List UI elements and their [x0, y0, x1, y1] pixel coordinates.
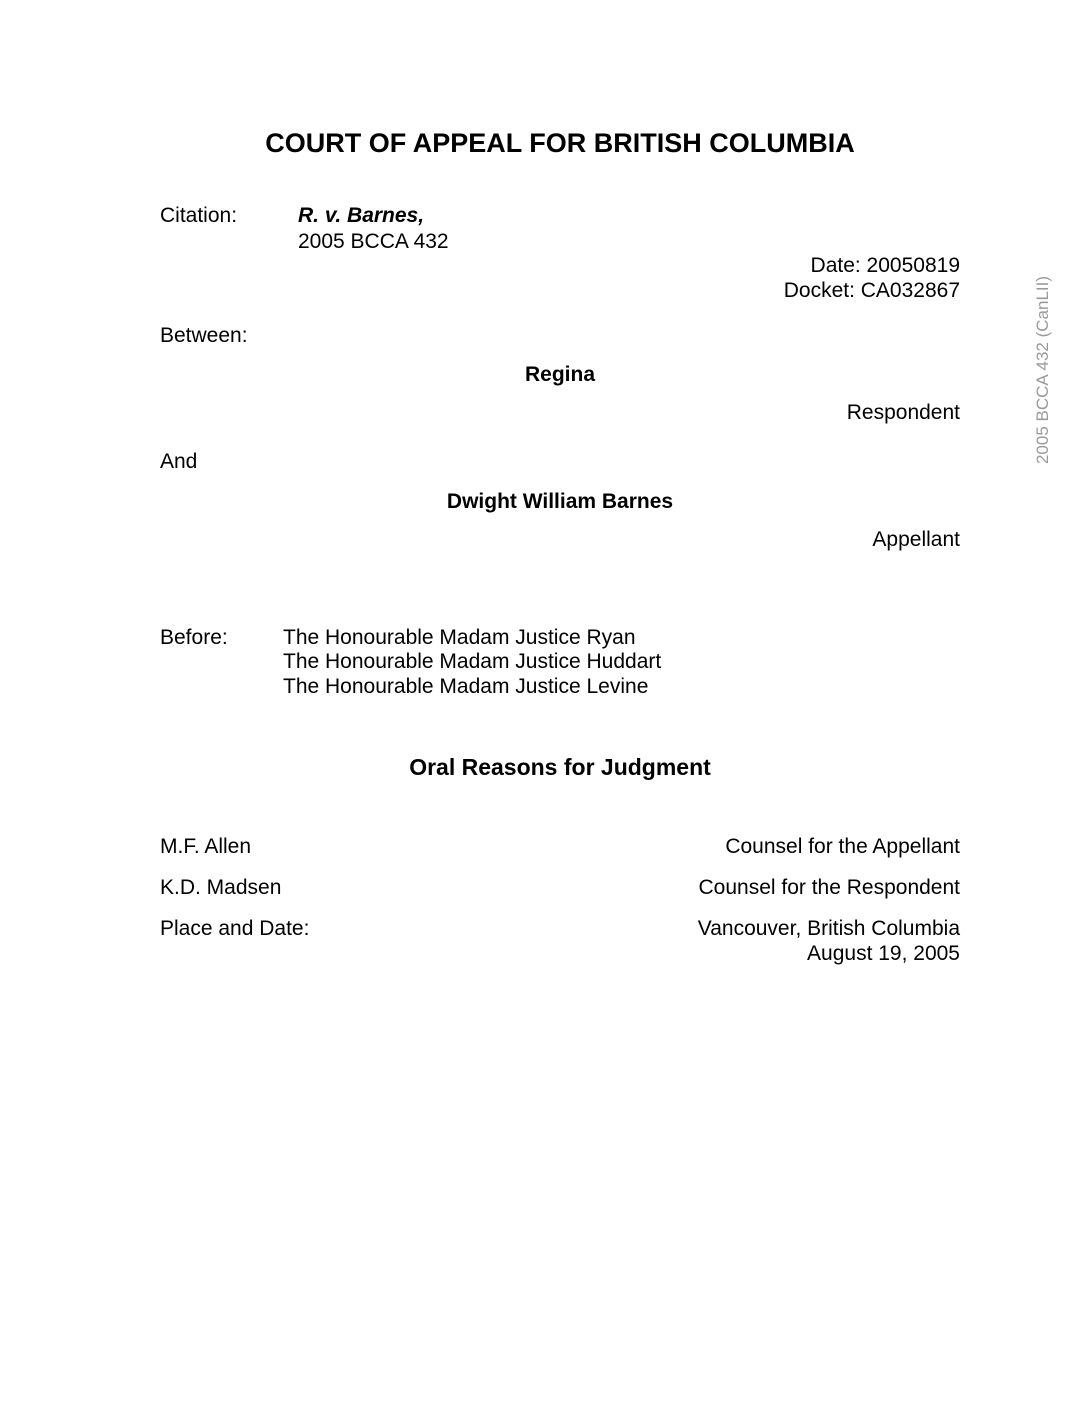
counsel-name: M.F. Allen [160, 835, 252, 858]
decision-date: Date: 20050819 [810, 254, 960, 277]
between-label: Between: [160, 324, 248, 347]
judgment-heading: Oral Reasons for Judgment [409, 754, 711, 780]
neutral-citation: 2005 BCCA 432 [298, 230, 449, 253]
judge-line: The Honourable Madam Justice Huddart [283, 650, 662, 673]
judge-line: The Honourable Madam Justice Ryan [283, 626, 636, 649]
place: Vancouver, British Columbia [697, 917, 960, 940]
citation-label: Citation: [160, 204, 238, 227]
party2-role: Appellant [872, 528, 960, 551]
hearing-date: August 19, 2005 [807, 942, 960, 965]
and-label: And [160, 450, 198, 473]
canlii-watermark: 2005 BCCA 432 (CanLII) [1033, 275, 1052, 465]
party2-name: Dwight William Barnes [446, 490, 674, 513]
counsel-name: K.D. Madsen [160, 876, 282, 899]
party1-name: Regina [524, 363, 595, 386]
case-name: R. v. Barnes, [298, 204, 425, 227]
counsel-role: Counsel for the Respondent [698, 876, 960, 899]
place-date-label: Place and Date: [160, 917, 310, 940]
docket-number: Docket: CA032867 [783, 279, 960, 302]
court-title: COURT OF APPEAL FOR BRITISH COLUMBIA [265, 128, 855, 158]
judge-line: The Honourable Madam Justice Levine [283, 675, 649, 698]
before-label: Before: [160, 626, 228, 649]
party1-role: Respondent [846, 401, 960, 424]
counsel-role: Counsel for the Appellant [725, 835, 960, 858]
